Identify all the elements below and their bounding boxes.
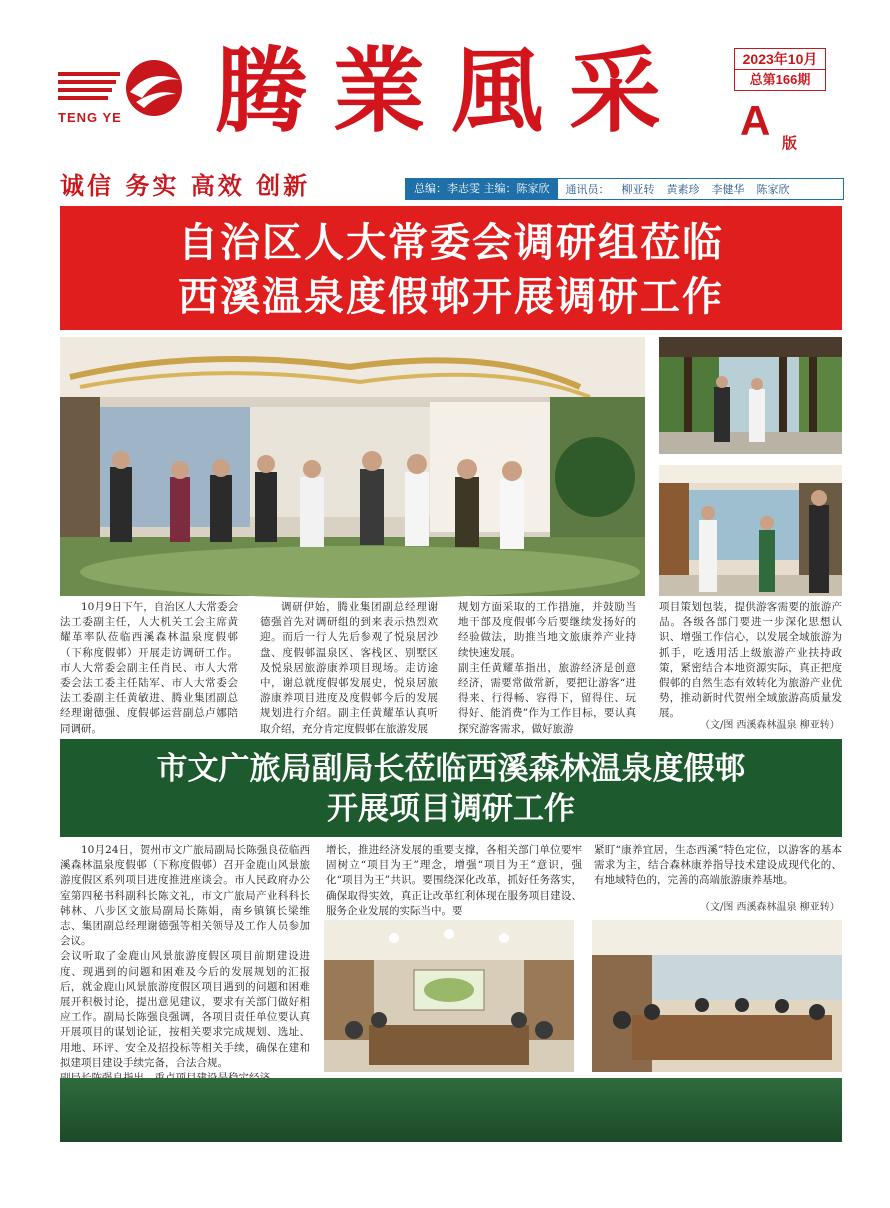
edition-letter: A [740,97,771,144]
article1-column-text: 调研伊始，腾业集团副总经理谢德强首先对调研组的到来表示热烈欢迎。而后一行人先后参观了悦泉居沙盘、度假邨温泉区、客栈区、别墅区及悦泉居旅游康养项目现场。走访途中，谢总就度假邨发展史，悦泉居旅游康养项目进度及度假邨今后的发展规划进行介绍。副主任黄耀革认真听取介绍，充分肯定度假邨在旅游发展 [260,601,438,735]
article2-credit: （文/图 西溪森林温泉 柳亚转） [700,902,840,913]
photo-garden-corridor [659,337,842,454]
photo-indoor-visit [659,465,842,596]
article2-headline-line2: 开展项目调研工作 [327,791,575,827]
article1-credit: （文/图 西溪森林温泉 柳亚转） [700,720,840,731]
reporter-name: 陈家欣 [756,183,790,196]
article2-headline [60,739,842,837]
photo-meeting-room-2 [592,920,842,1072]
article1-column-text: 项目策划包装，提供游客需要的旅游产品。各级各部门要进一步深化思想认识、增强工作信心，以发展全域旅游为抓手，吃透用活上级旅游产业扶持政策，紧密结合本地资源实际，真正把度假邨的自然生态有效转化为旅游产业优势，推动新时代贺州全域旅游高质量发展。 [659,601,842,720]
photo-sand-table-visit [60,337,645,596]
article1-headline-line1: 自治区人大常委会调研组莅临 [178,220,724,266]
reporter-name: 柳亚转 [621,183,655,196]
article1-column [260,600,438,740]
article1-column [60,600,238,740]
article1-headline-line2: 西溪温泉度假邨开展调研工作 [178,274,724,320]
article1-column [458,600,636,740]
issue-number: 总第166期 [735,69,825,90]
article1-column-text: 规划方面采取的工作措施，并鼓励当地干部及度假邨今后要继续发扬好的经验做法，助推当地文旅康养产业持续快速发展。 副主任黄耀革指出，旅游经济是创意经济，需要常做常新，要把让游客“进得来、行得畅、容得下，留得住、玩得好、能消费”作为工作目标，要认真探究游客需求，做好旅游 [458,601,636,735]
article2-column-text: 增长，推进经济发展的重要支撑，各相关部门单位要牢固树立“项目为王”理念，增强“项目为王”意识，强化“项目为王”共识。要围绕深化改革，抓好任务落实，确保取得实效，真正让改革红利体现在服务项目建设、服务企业发展的实际当中。要 [326,844,582,917]
edition-suffix: 版 [782,134,798,152]
photo-meeting-room-1 [324,920,574,1072]
newspaper-title: 腾業風采 [215,37,688,145]
article2-column [594,843,842,893]
article2-column [326,843,582,917]
reporters-list [558,181,798,197]
article1-column [659,600,842,720]
reporters-label: 通讯员： [565,183,610,196]
staff-bar [405,178,844,200]
logo-wordmark: TENG YE [58,110,122,125]
article2-column-text: 紧盯“康养宜居，生态西溪”特色定位，以游客的基本需求为主，结合森林康养指导技术建设成现代化的、有地域特色的，完善的高端旅游康养基地。 [594,844,842,887]
editors-credit: 总编：李志雯 主编：陈家欣 [406,179,558,199]
article1-headline [60,206,842,330]
article2-column-text: 10月24日，贺州市文广旅局副局长陈强良莅临西溪森林温泉度假邨（下称度假邨）召开金鹿山风景旅游度假区系列项目进度推进座谈会。市人民政府办公室第四秘书科副科长陈文礼，市文广旅局产业科科长韩林、八步区文旅局副局长陈娟，南乡镇镇长梁维志、集团副总经理谢德强等相关领导及工作人员参加会议。 会议听取了金鹿山风景旅游度假区项目前期建设进度、现遇到的问题和困难及今后的发展规划的汇报后，就金鹿山风景旅游度假区项目遇到的问题和困难展开积极讨论，提出意见建议，要求有关部门做好相应工作。副局长陈强良强调，各项目责任单位要认真开展项目的谋划论证，按相关要求完成规划、选址、用地、环评、安全及招投标等相关手续，确保在建和拟建项目建设手续完备，合法合规。 [60,844,310,1069]
company-motto: 诚信 务实 高效 创新 [60,172,311,200]
issue-date: 2023年10月 [742,51,818,67]
article2-column [60,843,310,1075]
reporter-name: 李健华 [711,183,745,196]
article1-column-text: 10月9日下午，自治区人大常委会法工委副主任，人大机关工会主席黄耀革率队莅临西溪森林温泉度假邨（下称度假邨）开展走访调研工作。市人大常委会副主任肖民、市人大常委会法工委主任陆军、市人大常委会法工委副主任黄敏进、腾业集团副总经理谢德强、度假邨运营副总卢娜陪同调研。 [60,601,238,735]
article2-headline-line1: 市文广旅局副局长莅临西溪森林温泉度假邨 [156,751,746,787]
reporter-name: 黄素珍 [666,183,700,196]
issue-box [734,48,826,91]
footer-bar [60,1078,842,1142]
